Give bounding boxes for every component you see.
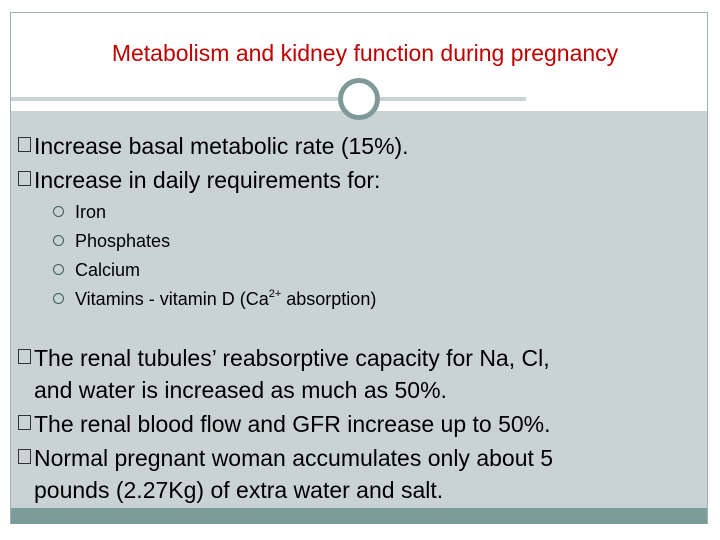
superscript-charge: 2+ xyxy=(268,288,282,300)
circle-bullet-icon xyxy=(53,264,64,275)
bullet-renal-blood-flow xyxy=(34,408,694,440)
sub-bullet-vitamins xyxy=(75,285,376,313)
bullet-text-continued: pounds (2.27Kg) of extra water and salt. xyxy=(34,477,444,503)
sub-bullet-text: Phosphates xyxy=(75,231,171,251)
slide-title: Metabolism and kidney function during pregnancy xyxy=(111,40,619,66)
bullet-text: Increase in daily requirements for: xyxy=(34,167,381,193)
circle-bullet-icon xyxy=(53,206,64,217)
ring-decoration xyxy=(338,78,380,120)
sub-bullet-phosphates xyxy=(75,227,170,255)
sub-bullet-text: Iron xyxy=(75,202,107,222)
bullet-basal-metabolic-rate xyxy=(34,130,694,162)
square-bullet-icon xyxy=(18,349,31,364)
bullet-water-salt xyxy=(34,442,694,506)
sub-bullet-text: Calcium xyxy=(75,260,141,280)
bullet-text: Normal pregnant woman accumulates only about 5 xyxy=(34,445,554,471)
sub-bullet-iron xyxy=(75,198,106,226)
bullet-renal-tubules xyxy=(34,342,694,406)
square-bullet-icon xyxy=(18,137,31,152)
square-bullet-icon xyxy=(18,171,31,186)
sub-bullet-text-after: absorption) xyxy=(281,289,377,309)
square-bullet-icon xyxy=(18,449,31,464)
sub-bullet-text: Vitamins - vitamin D (Ca xyxy=(75,289,269,309)
bullet-daily-requirements xyxy=(34,164,694,196)
bullet-text: The renal tubules’ reabsorptive capacity for Na, Cl, xyxy=(34,345,550,371)
bullet-text-continued: and water is increased as much as 50%. xyxy=(34,377,447,403)
bullet-text: The renal blood flow and GFR increase up to 50%. xyxy=(34,411,551,437)
circle-bullet-icon xyxy=(53,235,64,246)
circle-bullet-icon xyxy=(53,293,64,304)
square-bullet-icon xyxy=(18,415,31,430)
bullet-text: Increase basal metabolic rate (15%). xyxy=(34,133,409,159)
sub-bullet-calcium xyxy=(75,256,140,284)
